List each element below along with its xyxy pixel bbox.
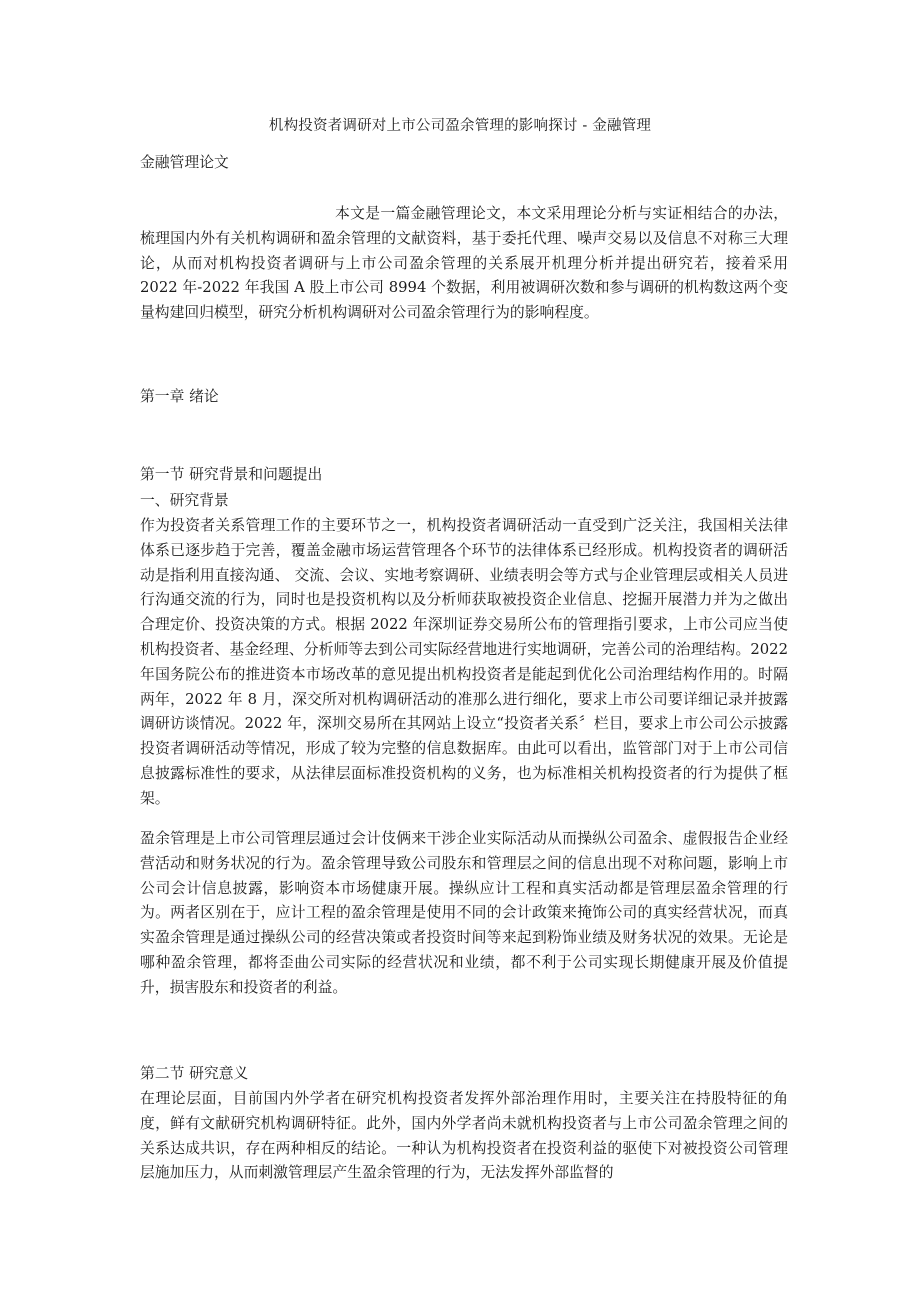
subsection-heading-background: 一、研究背景 [140, 492, 229, 509]
section-heading-significance: 第二节 研究意义 [140, 1065, 249, 1082]
significance-paragraph: 在理论层面，目前国内外学者在研究机构投资者发挥外部治理作用时，主要关注在持股特征的角度，鲜有文献研究机构调研特征。此外，国内外学者尚未就机构投资者与上市公司盈余管理之间的关系达成共识，存在两种相反的结论。一种认为机构投资者在投资利益的驱使下对被投资公司管理层施加压力，从而刺激管理层产生盈余管理的行为，无法发挥外部监督的 [140, 1090, 788, 1182]
section-heading-background: 第一节 研究背景和问题提出 [140, 466, 323, 483]
category-label: 金融管理论文 [140, 154, 229, 171]
background-paragraph: 作为投资者关系管理工作的主要环节之一，机构投资者调研活动一直受到广泛关注，我国相关法律体系已逐步趋于完善，覆盖金融市场运营管理各个环节的法律体系已经形成。机构投资者的调研活动是指利用直接沟通、 交流、会议、实地考察调研、业绩表明会等方式与企业管理层或相关人员进行沟通交流的行为，同时也是投资机构以及分析师获取被投资企业信息、挖掘开展潜力并为之做出合理定价、投资决策的方式。根据 2022 年深圳证券交易所公布的管理指引要求，上市公司应当使机构投资者、基金经理、分析师等去到公司实际经营地进行实地调研，完善公司的治理结构。2022 年国务院公布的推进资本市场改革的意见提出机构投资者是能起到优化公司治理结构作用的。时隔两年，2022 年 8 月，深交所对机构调研活动的准那么进行细化，要求上市公司要详细记录并披露调研访谈情况。2022 年，深圳交易所在其网站上设立“投资者关系〞栏目，要求上市公司公示披露投资者调研活动等情况，形成了较为完整的信息数据库。由此可以看出，监管部门对于上市公司信息披露标准性的要求，从法律层面标准投资机构的义务，也为标准相关机构投资者的行为提供了框架。 [140, 517, 788, 807]
abstract-paragraph: 本文是一篇金融管理论文，本文采用理论分析与实证相结合的办法，梳理国内外有关机构调研和盈余管理的文献资料，基于委托代理、噪声交易以及信息不对称三大理论，从而对机构投资者调研与上市公司盈余管理的关系展开机理分析并提出研究若，接着采用 2022 年-2022 年我国 A 股上市公司 8994 个数据，利用被调研次数和参与调研的机构数这两个变量构建回归模型，研究分析机构调研对公司盈余管理行为的影响程度。 [140, 205, 788, 322]
document-title: 机构投资者调研对上市公司盈余管理的影响探讨 - 金融管理 [268, 118, 652, 134]
earnings-management-paragraph: 盈余管理是上市公司管理层通过会计伎俩来干涉企业实际活动从而操纵公司盈余、虚假报告企业经营活动和财务状况的行为。盈余管理导致公司股东和管理层之间的信息出现不对称问题，影响上市公司会计信息披露，影响资本市场健康开展。操纵应计工程和真实活动都是管理层盈余管理的行为。两者区别在于，应计工程的盈余管理是使用不同的会计政策来掩饰公司的真实经营状况，而真实盈余管理是通过操纵公司的经营决策或者投资时间等来起到粉饰业绩及财务状况的效果。无论是哪种盈余管理，都将歪曲公司实际的经营状况和业绩，都不利于公司实现长期健康开展及价值提升，损害股东和投资者的利益。 [140, 830, 788, 996]
chapter-heading: 第一章 绪论 [140, 388, 219, 405]
